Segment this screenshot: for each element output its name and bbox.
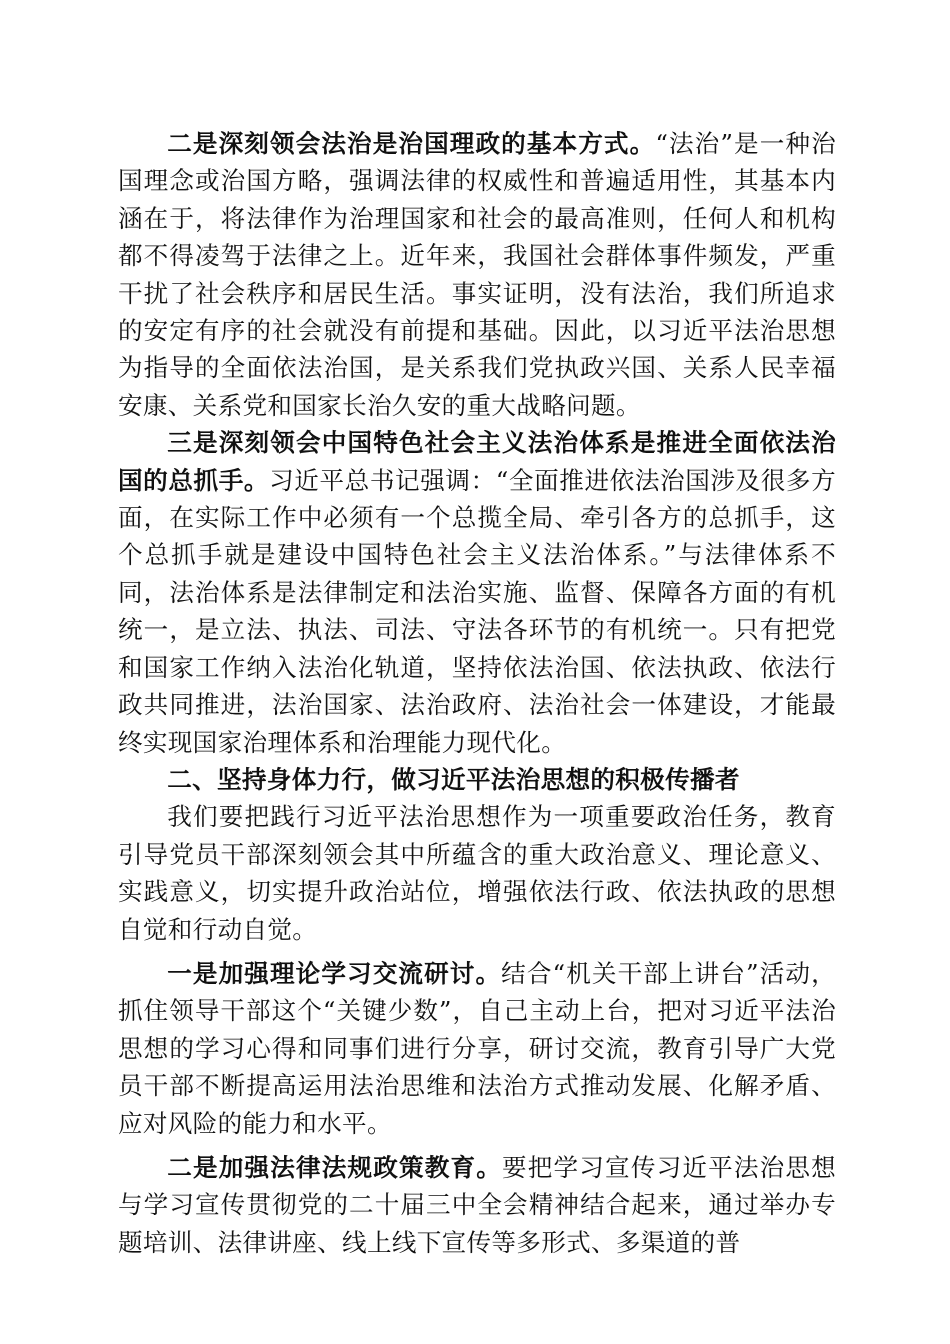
paragraph-lead: 一是加强理论学习交流研讨。 (167, 958, 502, 988)
paragraph-theory-study (118, 955, 836, 1142)
paragraph-text: 结合“机关干部上讲台”活动，抓住领导干部这个“关键少数”，自己主动上台，把对习近平法治思想的学习心得和同事们进行分享，研讨交流，教育引导广大党员干部不断提高运用法治思维和法治方式推动发展、化解矛盾、应对风险的能力和水平。 (118, 958, 836, 1138)
paragraph-spacer (118, 948, 836, 955)
document-page (118, 125, 836, 1261)
paragraph-law-policy-education (118, 1149, 836, 1261)
paragraph-spacer (118, 1142, 836, 1149)
section-heading: 二、坚持身体力行，做习近平法治思想的积极传播者 (167, 764, 740, 794)
paragraph-rule-of-law-system (118, 424, 836, 761)
paragraph-lead: 三是深刻领会中国特色社会主义法治体系是推进全面依法治国的总抓手。 (118, 428, 836, 495)
paragraph-text: 要把学习宣传习近平法治思想与学习宣传贯彻党的二十届三中全会精神结合起来，通过举办专题培训、法律讲座、线上线下宣传等多形式、多渠道的普 (118, 1152, 837, 1257)
intro-paragraph: 我们要把践行习近平法治思想作为一项重要政治任务，教育引导党员干部深刻领会其中所蕴含的重大政治意义、理论意义、实践意义，切实提升政治站位，增强依法行政、依法执政的思想自觉和行动自觉。 (118, 802, 836, 944)
paragraph-rule-of-law-basic-way (118, 125, 836, 424)
paragraph-text: 习近平总书记强调：“全面推进依法治国涉及很多方面，在实际工作中必须有一个总揽全局、牵引各方的总抓手，这个总抓手就是建设中国特色社会主义法治体系。”与法律体系不同，法治体系是法律制定和法治实施、监督、保障各方面的有机统一，是立法、执法、司法、守法各环节的有机统一。只有把党和国家工作纳入法治化轨道，坚持依法治国、依法执政、依法行政共同推进，法治国家、法治政府、法治社会一体建设，才能最终实现国家治理体系和治理能力现代化。 (118, 465, 836, 757)
paragraph-lead: 二是深刻领会法治是治国理政的基本方式。 (167, 129, 656, 158)
paragraph-lead: 二是加强法律法规政策教育。 (167, 1152, 503, 1182)
paragraph-text: “法治”是一种治国理念或治国方略，强调法律的权威性和普遍适用性，其基本内涵在于，将法律作为治理国家和社会的最高准则，任何人和机构都不得凌驾于法律之上。近年来，我国社会群体事件频发，严重干扰了社会秩序和居民生活。事实证明，没有法治，我们所追求的安定有序的社会就没有前提和基础。因此，以习近平法治思想为指导的全面依法治国，是关系我们党执政兴国、关系人民幸福安康、关系党和国家长治久安的重大战略问题。 (118, 129, 836, 420)
